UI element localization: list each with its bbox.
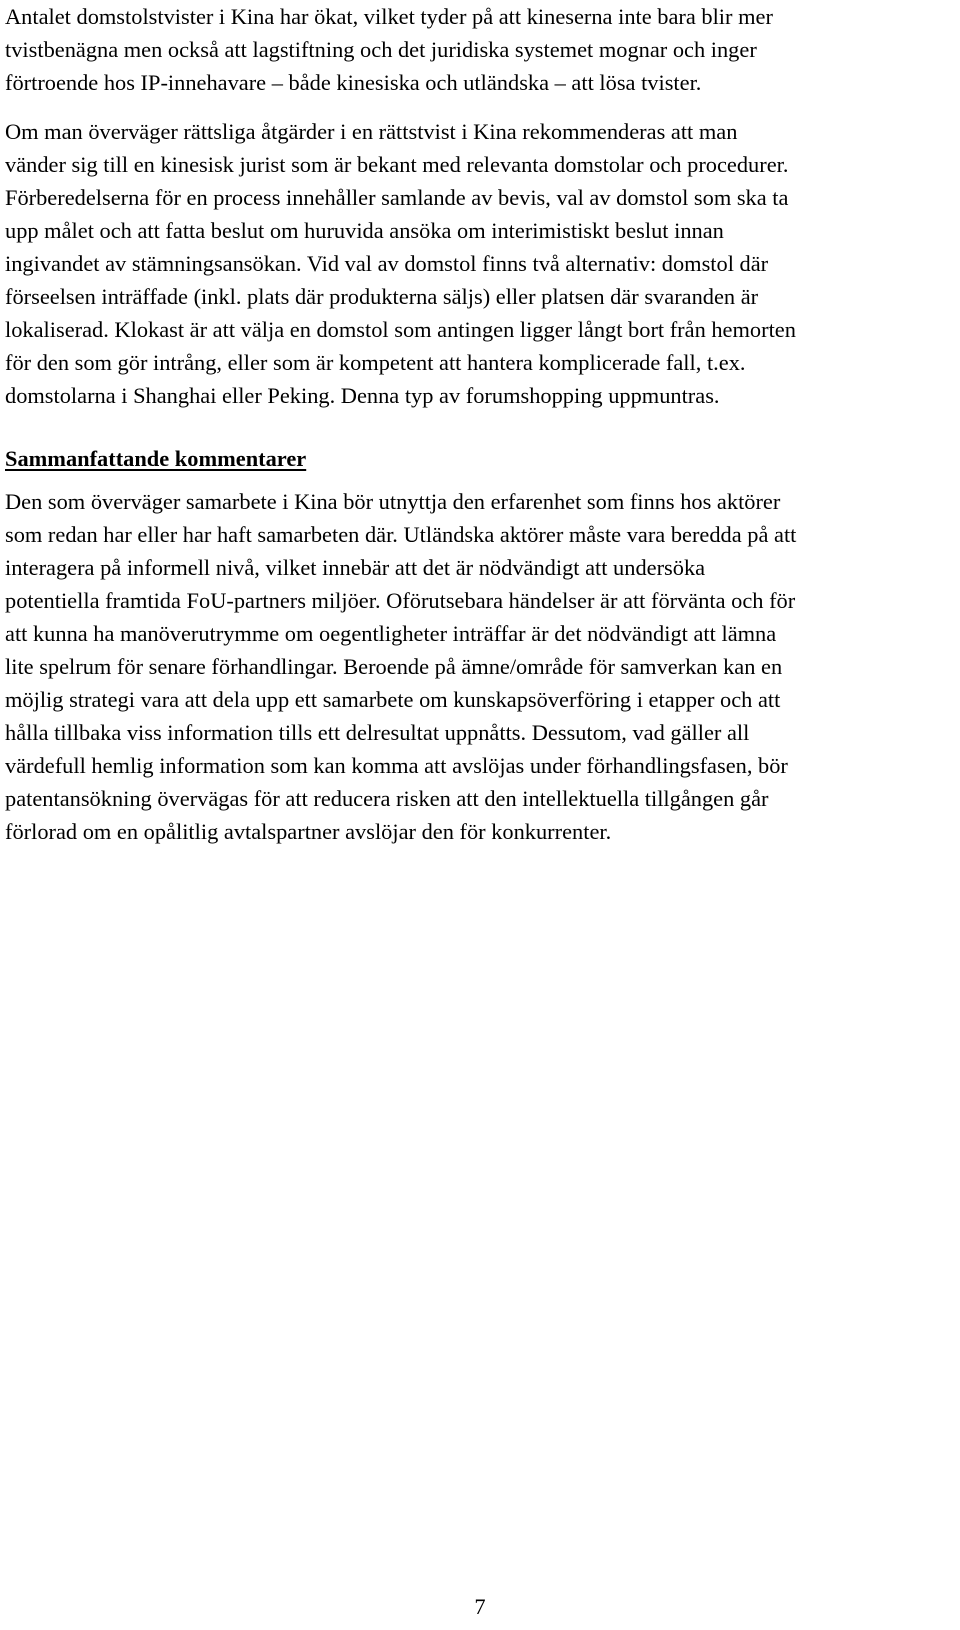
text-line: potentiella framtida FoU-partners miljöer. Oförutsebara händelser är att förvänta och för: [5, 588, 796, 613]
text-line: patentansökning övervägas för att reducera risken att den intellektuella tillgången går: [5, 786, 769, 811]
paragraph-legal-action: [5, 115, 796, 412]
text-line: domstolarna i Shanghai eller Peking. Denna typ av forumshopping uppmuntras.: [5, 383, 720, 408]
page-number: 7: [474, 1594, 486, 1619]
text-line: förseelsen inträffade (inkl. plats där produkterna säljs) eller platsen där svaranden är: [5, 284, 759, 309]
text-line: Förberedelserna för en process innehåller samlande av bevis, val av domstol som ska ta: [5, 185, 789, 210]
text-line: lite spelrum för senare förhandlingar. Beroende på ämne/område för samverkan kan en: [5, 654, 783, 679]
paragraph-court-disputes: [5, 0, 773, 99]
text-line: upp målet och att fatta beslut om huruvida ansöka om interimistiskt beslut innan: [5, 218, 724, 243]
text-line: vänder sig till en kinesisk jurist som är bekant med relevanta domstolar och procedurer.: [5, 152, 789, 177]
text-line: lokaliserad. Klokast är att välja en domstol som antingen ligger långt bort från hemorten: [5, 317, 796, 342]
text-line: interagera på informell nivå, vilket innebär att det är nödvändigt att undersöka: [5, 555, 706, 580]
text-line: för den som gör intrång, eller som är kompetent att hantera komplicerade fall, t.ex.: [5, 350, 746, 375]
text-line: som redan har eller har haft samarbeten där. Utländska aktörer måste vara beredda på att: [5, 522, 797, 547]
text-line: att kunna ha manöverutrymme om oegentligheter inträffar är det nödvändigt att lämna: [5, 621, 777, 646]
text-line: hålla tillbaka viss information tills ett delresultat uppnåtts. Dessutom, vad gäller all: [5, 720, 750, 745]
text-line: förtroende hos IP-innehavare – både kinesiska och utländska – att lösa tvister.: [5, 70, 702, 95]
section-heading: Sammanfattande kommentarer: [5, 446, 307, 471]
text-line: Den som överväger samarbete i Kina bör utnyttja den erfarenhet som finns hos aktörer: [5, 489, 781, 514]
text-line: möjlig strategi vara att dela upp ett samarbete om kunskapsöverföring i etapper och att: [5, 687, 781, 712]
text-line: värdefull hemlig information som kan komma att avslöjas under förhandlingsfasen, bör: [5, 753, 788, 778]
paragraph-summary: [5, 485, 796, 848]
text-line: Om man överväger rättsliga åtgärder i en rättstvist i Kina rekommenderas att man: [5, 119, 738, 144]
text-line: ingivandet av stämningsansökan. Vid val av domstol finns två alternativ: domstol där: [5, 251, 769, 276]
text-line: förlorad om en opålitlig avtalspartner avslöjar den för konkurrenter.: [5, 819, 612, 844]
text-line: Antalet domstolstvister i Kina har ökat, vilket tyder på att kineserna inte bara blir mer: [5, 4, 773, 29]
text-line: tvistbenägna men också att lagstiftning och det juridiska systemet mognar och inger: [5, 37, 757, 62]
